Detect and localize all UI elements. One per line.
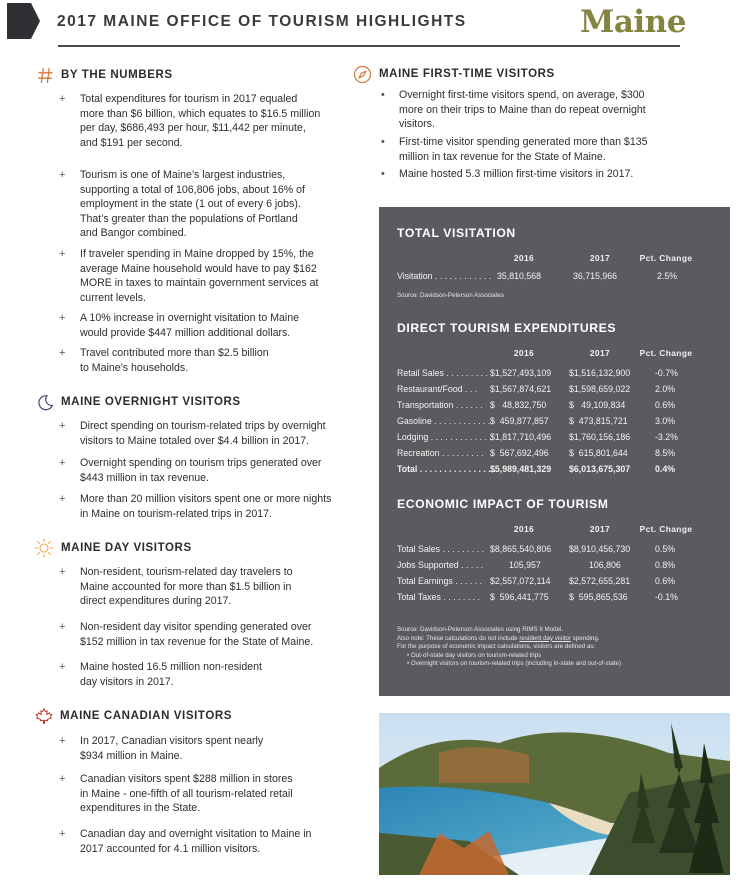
table-row: Jobs Supported . . . . . 105,957 106,806 0.8%: [397, 560, 676, 570]
list-item: + Maine hosted 16.5 million non-resident day visitors in 2017.: [59, 661, 262, 688]
panel-heading-direct-expenditures: DIRECT TOURISM EXPENDITURES: [397, 321, 617, 335]
section-title: MAINE FIRST-TIME VISITORS: [379, 68, 555, 80]
panel-heading-economic-impact: ECONOMIC IMPACT OF TOURISM: [397, 497, 609, 511]
chevron-tab-icon: [7, 3, 40, 39]
section-title: BY THE NUMBERS: [61, 69, 173, 81]
column-header-change: Pct. Change: [639, 524, 693, 534]
list-item: + Direct spending on tourism-related trips by overnight visitors to Maine totaled over $4.4 billion in 2017.: [59, 420, 326, 447]
column-header-2017: 2017: [589, 253, 611, 263]
section-first-time-visitors: [352, 65, 555, 83]
list-item: • First-time visitor spending generated more than $135 million in tax revenue for the State of Maine.: [381, 136, 648, 163]
list-item: + Tourism is one of Maine’s largest industries, supporting a total of 106,806 jobs, about 16% of employment in the state (1 out of every 6 jobs). That’s greater than the populations of Portland and Bangor combined.: [59, 169, 305, 239]
column-header-2017: 2017: [589, 524, 611, 534]
section-day-visitors: [33, 539, 192, 557]
header-divider: [58, 45, 680, 47]
table-row: Restaurant/Food . . . $1,567,874,621 $1,598,659,022 2.0%: [397, 384, 676, 394]
section-title: MAINE CANADIAN VISITORS: [60, 710, 233, 722]
column-header-2017: 2017: [589, 348, 611, 358]
list-item: • Maine hosted 5.3 million first-time visitors in 2017.: [381, 168, 634, 180]
hashtag-icon: [36, 66, 54, 84]
table-row: Total Earnings . . . . . . $2,557,072,114 $2,572,655,281 0.6%: [397, 576, 676, 586]
column-header-2016: 2016: [513, 253, 535, 263]
crescent-moon-icon: [36, 393, 54, 411]
list-item: + A 10% increase in overnight visitation to Maine would provide $447 million additional dollars.: [59, 312, 300, 339]
section-title: MAINE DAY VISITORS: [61, 542, 192, 554]
table-row: Transportation . . . . . . $ 48,832,750 $ 49,109,834 0.6%: [397, 400, 676, 410]
maine-logo: Maine: [580, 4, 686, 40]
table-row: Gasoline . . . . . . . . . . . . $ 459,877,857 $ 473,815,721 3.0%: [397, 416, 676, 426]
list-item: • Overnight first-time visitors spend, on average, $300 more on their trips to Maine than do repeat overnight visitors.: [381, 89, 646, 130]
list-item: + Overnight spending on tourism trips generated over $443 million in tax revenue.: [59, 457, 322, 484]
list-item: + Travel contributed more than $2.5 billion to Maine’s households.: [59, 347, 269, 374]
coastline-photo: [379, 713, 730, 875]
list-item: + In 2017, Canadian visitors spent nearly $934 million in Maine.: [59, 735, 264, 762]
list-item: + Total expenditures for tourism in 2017 equaled more than $6 billion, which equates to $16.5 million per day, $686,493 per hour, $11,442 per minute, and $191 per second.: [59, 93, 321, 149]
table-row: Total Sales . . . . . . . . . $8,865,540,806 $8,910,456,730 0.5%: [397, 544, 676, 554]
panel-footnotes: Source: Davidson-Peterson Associates using RIMS II Model. Also note: These calculations do not include resident day visitor spending. For the purpose of economic impact calculations, visitors are defined as: • Out-of-state day visitors on tourism-related trips • Overnight visitors on tourism-related trips (including in-state and out-of-state): [397, 626, 622, 668]
column-header-change: Pct. Change: [639, 348, 693, 358]
table-row: Retail Sales . . . . . . . . . $1,527,493,109 $1,516,132,900 -0.7%: [397, 368, 678, 378]
maple-leaf-icon: [34, 707, 53, 725]
list-item: + If traveler spending in Maine dropped by 15%, the average Maine household would have to pay $162 MORE in taxes to maintain government services at current levels.: [59, 248, 319, 304]
table-row: Recreation . . . . . . . . . $ 567,692,496 $ 615,801,644 8.5%: [397, 448, 676, 458]
list-item: + More than 20 million visitors spent one or more nights in Maine on tourism-related trips in 2017.: [59, 493, 332, 520]
section-overnight-visitors: [36, 393, 241, 411]
table-row-total: Total . . . . . . . . . . . . . . . . $5,989,481,329 $6,013,675,307 0.4%: [397, 464, 676, 474]
list-item: + Non-resident, tourism-related day travelers to Maine accounted for more than $1.5 billion in direct expenditures during 2017.: [59, 566, 293, 607]
compass-icon: [352, 65, 372, 83]
section-title: MAINE OVERNIGHT VISITORS: [61, 396, 241, 408]
list-item: + Canadian visitors spent $288 million in stores in Maine - one-fifth of all tourism-related retail expenditures in the State.: [59, 773, 293, 814]
table-row: Total Taxes . . . . . . . . $ 596,441,775 $ 595,865,536 -0.1%: [397, 592, 678, 602]
column-header-change: Pct. Change: [639, 253, 693, 263]
column-header-2016: 2016: [513, 524, 535, 534]
panel-heading-total-visitation: TOTAL VISITATION: [397, 226, 516, 240]
section-by-the-numbers: [36, 66, 173, 84]
section-canadian-visitors: [34, 707, 232, 725]
column-header-2016: 2016: [513, 348, 535, 358]
page-title: 2017 MAINE OFFICE OF TOURISM HIGHLIGHTS: [57, 13, 467, 30]
list-item: + Non-resident day visitor spending generated over $152 million in tax revenue for the State of Maine.: [59, 621, 314, 648]
source-note: Source: Davidson-Peterson Associates: [397, 292, 504, 299]
table-row: Lodging . . . . . . . . . . . . . $1,817,710,496 $1,760,156,186 -3.2%: [397, 432, 678, 442]
list-item: + Canadian day and overnight visitation to Maine in 2017 accounted for 4.1 million visitors.: [59, 828, 312, 855]
table-row: Visitation . . . . . . . . . . . . 35,810,568 36,715,966 2.5%: [397, 271, 678, 281]
sun-icon: [33, 539, 54, 557]
